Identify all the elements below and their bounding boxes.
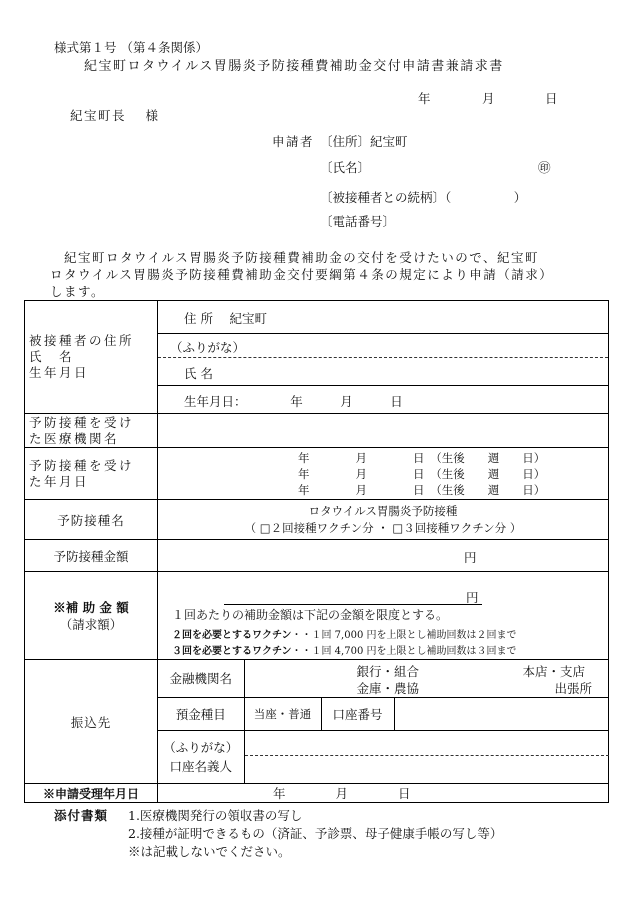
date-month[interactable]: 月 bbox=[482, 91, 495, 106]
branch-type-1: 本店・支店 bbox=[522, 664, 586, 679]
patient-label-1: 被接種者の住所 bbox=[29, 333, 135, 348]
intro-line-3: します。 bbox=[50, 284, 106, 299]
holder-label-cell bbox=[158, 730, 244, 783]
intro-line-2: ロタウイルス胃腸炎予防接種費補助金交付要綱第４条の規定により申請（請求） bbox=[50, 267, 554, 282]
clinic-row bbox=[25, 414, 609, 448]
bank-type-2: 金庫・農協 bbox=[356, 681, 420, 696]
seal-mark: ㊞ bbox=[538, 160, 551, 175]
note-2dose-rest: ・・１回 7,000 円を上限とし補助回数は２回まで bbox=[291, 630, 517, 641]
date-row-3[interactable]: 年 月 日 （生後 週 日） bbox=[298, 482, 546, 497]
patient-label-3: 生年月日 bbox=[29, 365, 90, 380]
receipt-date[interactable]: 年 月 日 bbox=[158, 784, 609, 803]
clinic-label-cell bbox=[25, 414, 158, 448]
bank-input[interactable] bbox=[244, 660, 609, 697]
vaccine-options[interactable]: （ □２回接種ワクチン分 ・ □３回接種ワクチン分 ） bbox=[244, 520, 522, 535]
date-day[interactable]: 日 bbox=[545, 91, 558, 106]
account-type-value[interactable]: 当座・普通 bbox=[244, 697, 321, 730]
bank-subtable bbox=[158, 660, 609, 783]
note-3dose-bold: ３回を必要とするワクチン bbox=[172, 646, 292, 657]
note-3dose-rest: ・・１回 4,700 円を上限とし補助回数は３回まで bbox=[291, 646, 517, 657]
applicant-relation[interactable]: 〔被接種者との続柄〕（ ） bbox=[320, 190, 527, 205]
holder-label: 口座名義人 bbox=[169, 758, 232, 774]
applicant-label: 申請者 bbox=[272, 134, 315, 149]
application-table bbox=[24, 300, 609, 803]
receipt-label: ※申請受理年月日 bbox=[25, 784, 158, 803]
attachment-item-1: 1.医療機関発行の領収書の写し bbox=[128, 808, 303, 823]
applicant-address[interactable]: 〔住所〕紀宝町 bbox=[320, 134, 408, 149]
transfer-label: 振込先 bbox=[25, 660, 158, 784]
form-title: 紀宝町ロタウイルス胃腸炎予防接種費補助金交付申請書兼請求書 bbox=[84, 59, 504, 74]
patient-birth-field[interactable]: 生年月日： 年 月 日 bbox=[184, 394, 403, 409]
branch-type-2: 出張所 bbox=[554, 681, 593, 696]
amount-input[interactable] bbox=[158, 540, 609, 572]
clinic-label-1: 予防接種を受け bbox=[29, 414, 135, 430]
note-3dose bbox=[172, 642, 517, 657]
account-row bbox=[158, 697, 609, 730]
note-2dose bbox=[172, 626, 517, 641]
amount-label: 予防接種金額 bbox=[25, 540, 158, 572]
attachment-note: ※は記載しないでください。 bbox=[128, 844, 291, 859]
attachments-label: 添付書類 bbox=[54, 808, 109, 823]
account-number-label: 口座番号 bbox=[321, 697, 394, 730]
bank-row bbox=[158, 660, 609, 697]
clinic-label-2: た医療機関名 bbox=[29, 430, 120, 446]
account-number-input[interactable] bbox=[394, 697, 609, 730]
date-row-1[interactable]: 年 月 日 （生後 週 日） bbox=[298, 450, 546, 465]
vaccine-cell bbox=[158, 500, 609, 540]
clinic-input[interactable] bbox=[158, 414, 609, 448]
patient-name-field[interactable]: 氏 名 bbox=[184, 366, 213, 381]
vaccine-label: 予防接種名 bbox=[25, 500, 158, 540]
date-inputs-cell bbox=[158, 448, 609, 500]
receipt-row bbox=[25, 784, 609, 803]
date-year[interactable]: 年 bbox=[418, 91, 431, 106]
holder-row bbox=[158, 730, 609, 783]
transfer-row bbox=[25, 660, 609, 784]
bank-label: 金融機関名 bbox=[158, 660, 244, 697]
attachment-item-2: 2.接種が証明できるもの（済証、予診票、母子健康手帳の写し等） bbox=[128, 826, 503, 841]
vaccine-row bbox=[25, 500, 609, 540]
vaccine-name: ロタウイルス胃腸炎予防接種 bbox=[308, 503, 458, 518]
date-label-cell bbox=[25, 448, 158, 500]
vaccination-date-row bbox=[25, 448, 609, 500]
subsidy-input-line[interactable] bbox=[224, 588, 482, 605]
patient-address-field[interactable]: 住 所 紀宝町 bbox=[184, 311, 267, 326]
holder-input[interactable] bbox=[244, 730, 609, 783]
patient-furigana-field[interactable]: （ふりがな） bbox=[170, 340, 246, 355]
applicant-phone[interactable]: 〔電話番号〕 bbox=[320, 214, 396, 229]
subsidy-row bbox=[25, 572, 609, 660]
subsidy-label-cell bbox=[25, 572, 158, 660]
subsidy-label-2: （請求額） bbox=[59, 616, 123, 632]
amount-row bbox=[25, 540, 609, 572]
note-2dose-bold: ２回を必要とするワクチン bbox=[172, 630, 292, 641]
patient-row bbox=[25, 301, 609, 414]
subsidy-label-1: ※補 助 金 額 bbox=[53, 599, 129, 615]
subsidy-unit: 円 bbox=[466, 590, 479, 605]
bank-type-1: 銀行・組合 bbox=[356, 664, 420, 679]
subsidy-note: １回あたりの補助金額は下記の金額を限度とする。 bbox=[172, 608, 449, 622]
patient-fields-cell bbox=[158, 301, 609, 414]
account-type-label: 預金種目 bbox=[158, 697, 244, 730]
date-row-2[interactable]: 年 月 日 （生後 週 日） bbox=[298, 466, 546, 481]
patient-label-2: 氏 名 bbox=[29, 349, 75, 364]
holder-dash-line bbox=[245, 755, 610, 756]
applicant-name[interactable]: 〔氏名〕 bbox=[320, 160, 371, 175]
transfer-cell bbox=[158, 660, 609, 784]
intro-line-1: 紀宝町ロタウイルス胃腸炎予防接種費補助金の交付を受けたいので、紀宝町 bbox=[64, 250, 540, 265]
patient-label-cell bbox=[25, 301, 158, 414]
date-label-1: 予防接種を受け bbox=[29, 457, 135, 473]
form-number: 様式第１号 （第４条関係） bbox=[54, 40, 208, 55]
date-label-2: た年月日 bbox=[29, 473, 90, 489]
amount-unit: 円 bbox=[464, 550, 477, 565]
subsidy-cell bbox=[158, 572, 609, 660]
addressee: 紀宝町長 様 bbox=[70, 108, 160, 123]
holder-furigana-label: （ふりがな） bbox=[163, 739, 239, 755]
